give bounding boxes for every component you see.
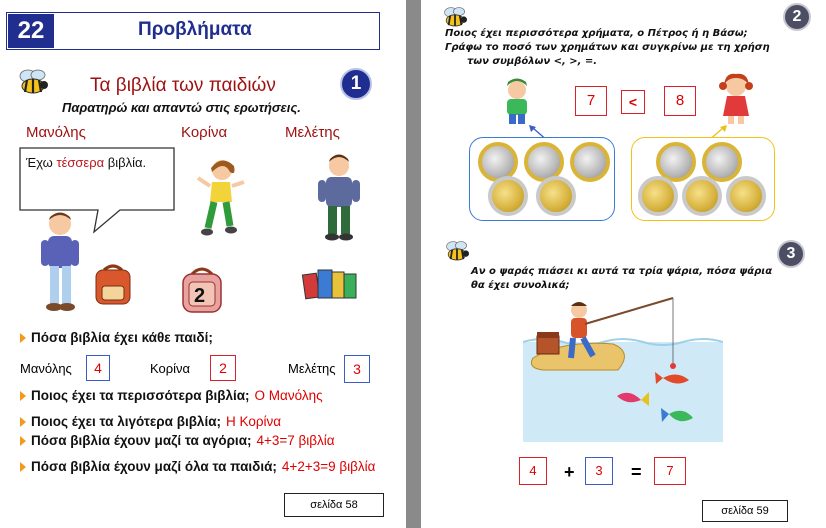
section-3-line-1: Αν ο ψαράς πιάσει κι αυτά τα τρία ψάρια, πόσα ψάρια bbox=[471, 266, 773, 277]
girl-coins-group bbox=[631, 137, 775, 221]
question-3-text: Ποιος έχει τα λιγότερα βιβλία; bbox=[31, 414, 221, 429]
equation-term-a[interactable]: 4 bbox=[519, 457, 547, 485]
page-number-footer: σελίδα 59 bbox=[702, 500, 788, 522]
instruction: Παρατηρώ και απαντώ στις ερωτήσεις. bbox=[62, 100, 301, 115]
question-1-text: Πόσα βιβλία έχει κάθε παιδί; bbox=[31, 330, 213, 345]
girl-vaso-illustration bbox=[713, 72, 759, 126]
question-5-answer[interactable]: 4+2+3=9 βιβλία bbox=[281, 459, 376, 474]
count-label-meletis: Μελέτης bbox=[288, 361, 336, 376]
question-2-answer[interactable]: Ο Μανόλης bbox=[254, 388, 323, 403]
page-number-footer: σελίδα 58 bbox=[284, 493, 384, 517]
section-3-text bbox=[471, 265, 801, 293]
section-3-badge: 3 bbox=[777, 240, 805, 268]
count-label-korina: Κορίνα bbox=[150, 361, 191, 376]
section-2-line-1: Ποιος έχει περισσότερα χρήματα, ο Πέτρος ή η Βάσω; bbox=[445, 28, 748, 39]
question-4-text: Πόσα βιβλία έχουν μαζί τα αγόρια; bbox=[31, 433, 252, 448]
backpack-icon bbox=[92, 262, 134, 308]
bee-icon bbox=[443, 240, 471, 264]
bullet-icon bbox=[20, 417, 26, 427]
two-euro-coin-icon bbox=[488, 176, 528, 216]
question-4-answer[interactable]: 4+3=7 βιβλία bbox=[256, 433, 335, 448]
left-page bbox=[0, 0, 406, 528]
child-name-meletis: Μελέτης bbox=[285, 124, 340, 141]
books-icon bbox=[300, 262, 360, 302]
right-page bbox=[421, 0, 826, 528]
equation-equals: = bbox=[631, 462, 642, 482]
boy-meletis-illustration bbox=[316, 154, 362, 242]
bullet-icon bbox=[20, 333, 26, 343]
count-box-meletis[interactable]: 3 bbox=[344, 355, 370, 383]
speech-text bbox=[26, 155, 146, 170]
question-3 bbox=[20, 414, 281, 429]
two-euro-coin-icon bbox=[682, 176, 722, 216]
fisherman-illustration bbox=[523, 296, 723, 446]
section-3-line-2: θα έχει συνολικά; bbox=[471, 280, 570, 291]
boy-manolis-illustration bbox=[36, 210, 86, 314]
question-2-text: Ποιος έχει τα περισσότερα βιβλία; bbox=[31, 388, 250, 403]
question-4 bbox=[20, 433, 335, 448]
boy-amount-box[interactable]: 7 bbox=[575, 86, 607, 116]
child-name-korina: Κορίνα bbox=[181, 124, 228, 141]
bullet-icon bbox=[20, 391, 26, 401]
bag-number: 2 bbox=[194, 285, 206, 307]
girl-amount-box[interactable]: 8 bbox=[664, 86, 696, 116]
section-2-line-3: των συμβόλων <, >, =. bbox=[467, 56, 598, 67]
equation-plus: + bbox=[564, 462, 575, 482]
lesson-number: 22 bbox=[8, 14, 54, 48]
one-euro-coin-icon bbox=[570, 142, 610, 182]
count-box-manolis[interactable]: 4 bbox=[86, 355, 110, 381]
count-box-korina[interactable]: 2 bbox=[210, 355, 236, 381]
question-2 bbox=[20, 388, 323, 403]
speech-text-end: βιβλία. bbox=[104, 155, 147, 170]
two-euro-coin-icon bbox=[638, 176, 678, 216]
question-3-answer[interactable]: Η Κορίνα bbox=[226, 414, 282, 429]
bee-icon bbox=[16, 68, 50, 98]
girl-korina-illustration bbox=[196, 156, 246, 238]
count-label-manolis: Μανόλης bbox=[20, 361, 72, 376]
section-2-line-2: Γράφω το ποσό των χρημάτων και συγκρίνω με τη χρήση bbox=[445, 42, 770, 53]
boy-petros-illustration bbox=[495, 78, 539, 126]
question-5-text: Πόσα βιβλία έχουν μαζί όλα τα παιδιά; bbox=[31, 459, 277, 474]
bullet-icon bbox=[20, 436, 26, 446]
child-name-manolis: Μανόλης bbox=[26, 124, 86, 141]
bullet-icon bbox=[20, 462, 26, 472]
speech-text-start: Έχω bbox=[26, 155, 57, 170]
section-2-text bbox=[445, 27, 790, 69]
compare-symbol-box[interactable]: < bbox=[621, 90, 645, 114]
section-badge: 1 bbox=[340, 68, 372, 100]
section-title: Τα βιβλία των παιδιών bbox=[90, 75, 276, 96]
question-5 bbox=[20, 459, 375, 474]
question-1 bbox=[20, 330, 213, 345]
section-2-badge: 2 bbox=[783, 3, 811, 31]
lesson-title: Προβλήματα bbox=[138, 19, 252, 40]
two-euro-coin-icon bbox=[536, 176, 576, 216]
two-euro-coin-icon bbox=[726, 176, 766, 216]
boy-coins-group bbox=[469, 137, 615, 221]
speech-highlight: τέσσερα bbox=[56, 155, 105, 170]
equation-term-b[interactable]: 3 bbox=[585, 457, 613, 485]
equation-result[interactable]: 7 bbox=[654, 457, 686, 485]
